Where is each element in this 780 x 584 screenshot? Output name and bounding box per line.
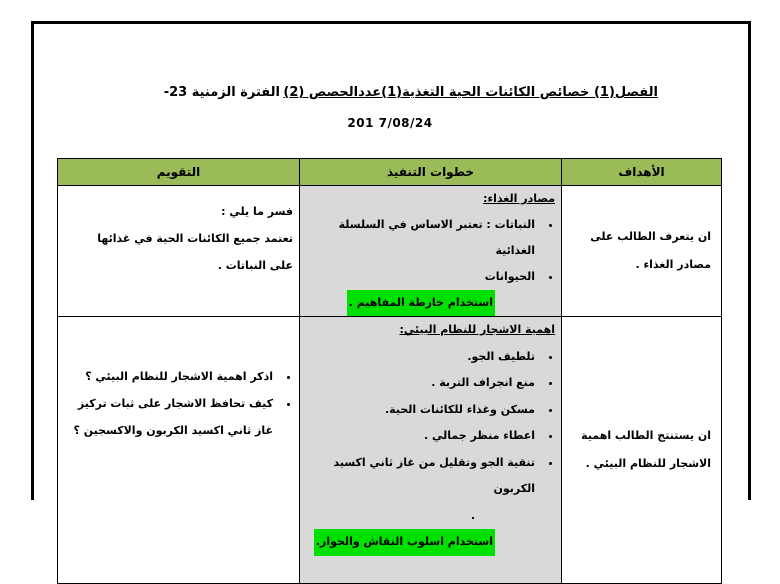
lesson-title: الفصل(1) خصائص الكائنات الحية التغذية(1)عددالحصص (2)	[283, 85, 658, 100]
evaluation-line: على النباتات .	[217, 259, 293, 272]
list-item: • منع انجراف التربة .	[306, 370, 539, 397]
evaluation-cell	[58, 317, 300, 584]
steps-heading: اهمية الاشجار للنظام البيئي:	[399, 323, 555, 336]
time-period: الفترة الزمنية 23-	[163, 85, 280, 100]
evaluation-cell	[58, 186, 300, 317]
steps-list	[306, 344, 555, 503]
evaluation-line: فسر ما يلي :	[221, 205, 293, 218]
steps-heading: مصادر الغذاء:	[483, 192, 555, 205]
objective-text: ان يستنتج الطالب اهمية الاشجار للنظام البيئي .	[581, 429, 711, 470]
strategy-label: استخدام اسلوب النقاش والحوار.	[314, 529, 495, 556]
evaluation-line: تعتمد جميع الكائنات الحية في غذائها	[97, 232, 293, 245]
list-item: • تلطيف الجو.	[306, 344, 539, 371]
objective-cell	[562, 186, 722, 317]
lesson-plan-table	[57, 158, 722, 584]
table-header-row	[58, 159, 722, 186]
list-item: • تنقية الجو وتقليل من غاز ثاني اكسيد الكربون	[306, 450, 539, 503]
objective-text: ان يتعرف الطالب على مصادر الغذاء .	[590, 230, 711, 271]
header-evaluation: التقويم	[58, 159, 300, 186]
steps-cell	[300, 317, 562, 584]
list-item: • مسكن وغذاء للكائنات الحية.	[306, 397, 539, 424]
table-row	[58, 317, 722, 584]
evaluation-list	[64, 363, 293, 444]
strategy-label: استخدام خارطة المفاهيم .	[347, 290, 495, 316]
list-item: • اعطاء منظر جمالي .	[306, 423, 539, 450]
header-objectives: الأهداف	[562, 159, 722, 186]
header-steps: خطوات التنفيذ	[300, 159, 562, 186]
steps-cell	[300, 186, 562, 317]
list-item: • الحيوانات	[306, 264, 539, 290]
steps-continuation: .	[470, 508, 475, 522]
list-item: • اذكر اهمية الاشجار للنظام البيئي ؟	[64, 363, 277, 390]
steps-list	[306, 212, 555, 290]
table-row	[58, 186, 722, 317]
list-item: • كيف تحافظ الاشجار على ثبات تركيز غاز ثاني اكسيد الكربون والاكسجين ؟	[64, 390, 277, 444]
lesson-date: 201 7/08/24	[347, 116, 433, 130]
list-item: • النباتات : تعتبر الاساس في السلسلة الغذائية	[306, 212, 539, 264]
objective-cell	[562, 317, 722, 584]
